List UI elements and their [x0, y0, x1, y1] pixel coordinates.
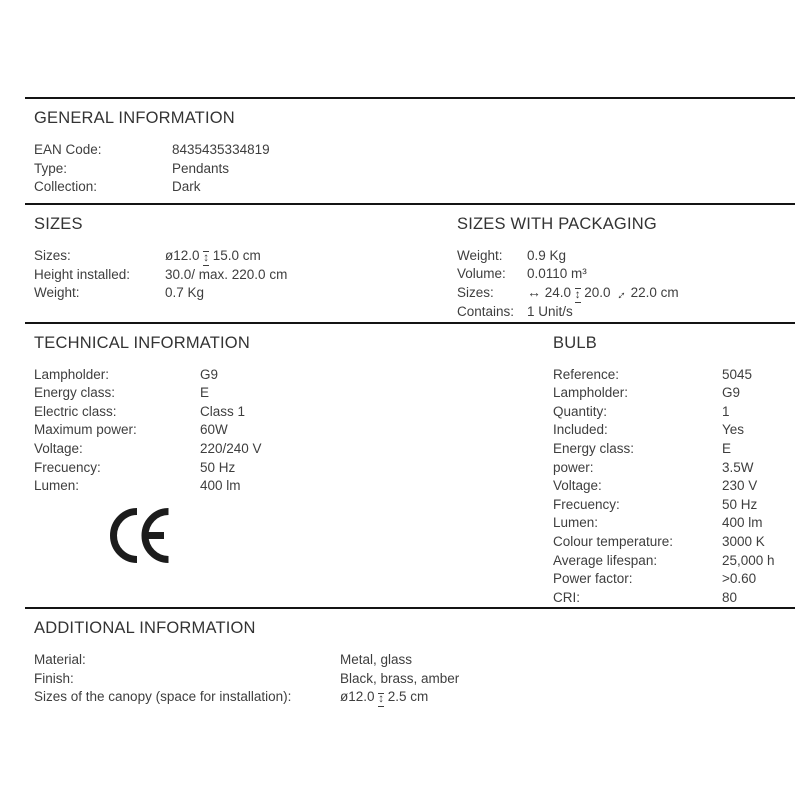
bulb-column [553, 332, 795, 608]
spec-row [34, 247, 457, 266]
spec-label: Average lifespan: [553, 552, 658, 568]
spec-row [34, 178, 795, 197]
spec-label: Power factor: [553, 571, 633, 587]
d-arrow-icon: ↔ [611, 284, 630, 304]
spec-value: 0.9 Kg [527, 247, 567, 263]
section-general-information [25, 97, 795, 203]
spec-row [553, 533, 795, 552]
spec-row [34, 266, 457, 285]
spec-row [553, 366, 795, 385]
sizes-column [25, 213, 457, 322]
technical-information-title: TECHNICAL INFORMATION [34, 333, 250, 352]
spec-sheet-body [25, 97, 795, 707]
spec-row [553, 496, 795, 515]
spec-value: Metal, glass [340, 652, 413, 668]
spec-label: Finish: [34, 670, 74, 686]
spec-row [34, 366, 553, 385]
section-sizes-band [25, 203, 795, 322]
spec-value: 230 V [722, 478, 758, 494]
spec-label: Voltage: [553, 478, 602, 494]
spec-row [457, 303, 795, 322]
v-arrow-icon: ↕ [203, 251, 210, 264]
spec-value: Yes [722, 422, 745, 438]
spec-row [34, 651, 795, 670]
spec-value: 3000 K [722, 533, 765, 549]
spec-label: Type: [34, 160, 68, 176]
spec-value: 80 [722, 589, 738, 605]
spec-label: Electric class: [34, 403, 117, 419]
additional-information-table [34, 651, 795, 707]
spec-label: Frecuency: [553, 496, 620, 512]
spec-row [34, 160, 795, 179]
spec-value: Pendants [172, 160, 230, 176]
spec-value: 50 Hz [200, 459, 236, 475]
spec-value: ø12.0 ↕ 15.0 cm [165, 247, 261, 264]
spec-label: Volume: [457, 266, 506, 282]
spec-value: 1 Unit/s [527, 303, 573, 319]
sizes-title: SIZES [34, 214, 83, 233]
spec-label: Sizes: [34, 247, 71, 263]
spec-row [34, 459, 553, 478]
spec-value: Black, brass, amber [340, 670, 460, 686]
spec-value: 30.0/ max. 220.0 cm [165, 266, 288, 282]
spec-value: 60W [200, 422, 228, 438]
spec-row [553, 589, 795, 608]
spec-label: Contains: [457, 303, 515, 319]
spec-row [553, 570, 795, 589]
v-arrow-icon: ↕ [574, 288, 581, 301]
spec-label: power: [553, 459, 594, 475]
spec-value: 25,000 h [722, 552, 775, 568]
general-information-table [34, 141, 795, 197]
spec-value: E [200, 385, 210, 401]
spec-row [553, 421, 795, 440]
spec-row [34, 670, 795, 689]
spec-value: 0.0110 m³ [527, 266, 587, 282]
spec-value: >0.60 [722, 571, 757, 587]
spec-row [553, 552, 795, 571]
spec-label: CRI: [553, 589, 580, 605]
spec-label: Included: [553, 422, 608, 438]
spec-label: Weight: [34, 285, 80, 301]
spec-label: Sizes: [457, 284, 494, 300]
spec-label: Sizes of the canopy (space for installation): [34, 689, 292, 705]
spec-row [457, 265, 795, 284]
spec-label: Energy class: [553, 440, 635, 456]
spec-value: 400 lm [722, 515, 763, 531]
spec-row [553, 459, 795, 478]
general-information-title: GENERAL INFORMATION [34, 109, 235, 127]
spec-value: ↔ 24.0 ↕ 20.0 ↔ 22.0 cm [527, 283, 679, 304]
spec-row [553, 514, 795, 533]
spec-value: 220/240 V [200, 440, 262, 456]
spec-label: Reference: [553, 366, 620, 382]
spec-label: Material: [34, 652, 86, 668]
spec-row [34, 688, 795, 707]
v-arrow-icon: ↕ [378, 693, 385, 706]
spec-value: 0.7 Kg [165, 285, 205, 301]
spec-label: Lampholder: [34, 366, 110, 382]
spec-value: E [722, 440, 732, 456]
spec-row [34, 403, 553, 422]
spec-value: 3.5W [722, 459, 754, 475]
bulb-title: BULB [553, 333, 597, 352]
spec-row [553, 440, 795, 459]
spec-label: Maximum power: [34, 422, 137, 438]
spec-value: 8435435334819 [172, 142, 270, 157]
general-information-column [25, 107, 795, 197]
spec-row [34, 284, 457, 303]
spec-row [34, 384, 553, 403]
technical-information-column [25, 332, 553, 608]
spec-label: Collection: [34, 179, 98, 195]
spec-value: 5045 [722, 366, 753, 382]
spec-row [553, 403, 795, 422]
spec-value: 400 lm [200, 478, 241, 494]
spec-row [34, 421, 553, 440]
spec-value: G9 [722, 385, 741, 401]
spec-value: Dark [172, 179, 201, 195]
spec-label: Voltage: [34, 440, 83, 456]
spec-row [34, 440, 553, 459]
spec-value: 50 Hz [722, 496, 758, 512]
spec-label: Height installed: [34, 266, 131, 282]
sizes-with-packaging-title: SIZES WITH PACKAGING [457, 214, 657, 233]
sizes-with-packaging-column [457, 213, 795, 322]
sizes-table [34, 247, 457, 303]
spec-row [457, 284, 795, 303]
sizes-with-packaging-table [457, 247, 795, 322]
spec-label: Lumen: [553, 515, 599, 531]
spec-value: G9 [200, 366, 219, 382]
section-technical-band [25, 322, 795, 608]
spec-row [553, 384, 795, 403]
ce-mark-icon [110, 508, 172, 563]
spec-label: Lampholder: [553, 385, 629, 401]
spec-row [34, 141, 795, 160]
spec-label: Lumen: [34, 478, 80, 494]
spec-value: Class 1 [200, 403, 246, 419]
section-additional-information [25, 607, 795, 707]
spec-label: Quantity: [553, 403, 608, 419]
spec-row [34, 477, 553, 496]
h-arrow-icon: ↔ [527, 283, 541, 300]
spec-value: ø12.0 ↕ 2.5 cm [340, 689, 429, 706]
spec-label: Energy class: [34, 385, 116, 401]
technical-information-table [34, 366, 553, 496]
spec-label: Colour temperature: [553, 533, 674, 549]
spec-row [553, 477, 795, 496]
spec-label: Weight: [457, 247, 503, 263]
spec-row [457, 247, 795, 266]
bulb-table [553, 366, 795, 608]
additional-information-column [25, 617, 795, 707]
spec-value: 1 [722, 403, 730, 419]
additional-information-title: ADDITIONAL INFORMATION [34, 619, 256, 638]
spec-label: Frecuency: [34, 459, 101, 475]
spec-label: EAN Code: [34, 142, 102, 157]
